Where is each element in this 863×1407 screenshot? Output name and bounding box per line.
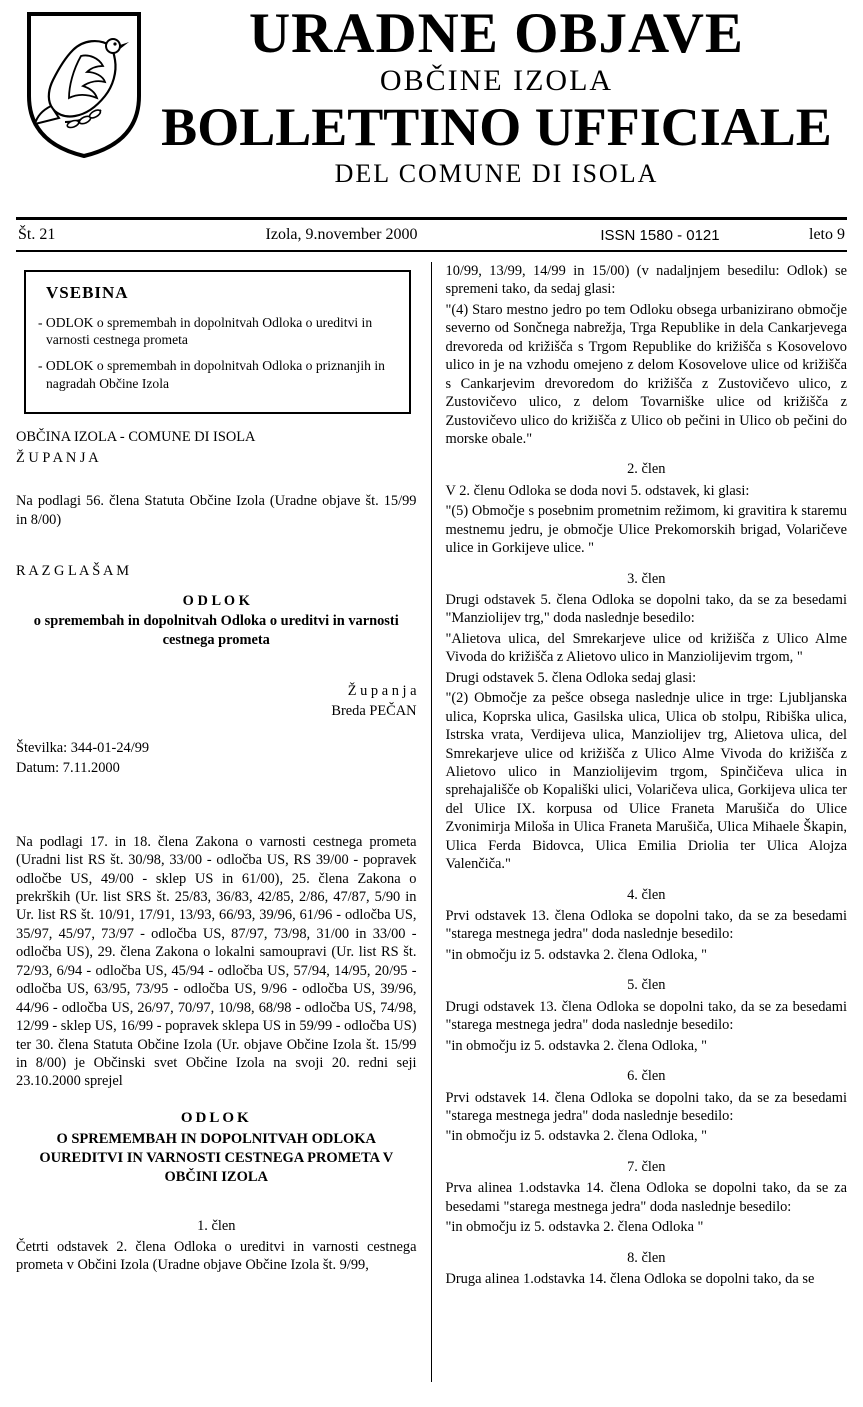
article-quote: "(5) Območje s posebnim prometnim režimom, ki gravitira k staremu mestnemu jedru, je območje Ulice Prekomorskih brigad, Volaričeve ulice in Gorkijeve ulice. " (445, 503, 847, 557)
article-text: V 2. členu Odloka se doda novi 5. odstavek, ki glasi: (445, 482, 750, 499)
article-text: Drugi odstavek 5. člena Odloka se dopolni tako, da se za besedami "Manziolijev trg," doda naslednje besedilo: (445, 592, 847, 627)
article-text: Drugi odstavek 13. člena Odloka se dopolni tako, da se za besedami "starega mestnega jedra" doda naslednje besedilo: (445, 998, 847, 1034)
article-1-continuation: 10/99, 13/99, 14/99 in 15/00) (v nadaljnjem besedilu: Odlok) se spremeni tako, da sedaj glasi: (445, 263, 847, 298)
title-main-sl: URADNE OBJAVE (249, 2, 744, 65)
issue-place-date: Izola, 9.november 2000 (265, 226, 418, 243)
masthead-titles (152, 4, 847, 190)
article-label: 5. člen (627, 977, 666, 994)
decree-word: O D L O K (182, 592, 250, 609)
issue-year: leto 9 (809, 226, 845, 243)
article-quote: "in območju iz 5. odstavka 2. člena Odloka, " (445, 1128, 708, 1145)
article-text: Prvi odstavek 14. člena Odloka se dopolni tako, da se za besedami "starega mestnega jedra" doda naslednje besedilo: (445, 1089, 847, 1124)
dove-olive-branch-crest-icon (25, 10, 143, 160)
signature-name: Breda PEČAN (331, 703, 417, 720)
contents-box (24, 270, 411, 414)
article-quote: "in območju iz 5. odstavka 2. člena Odloka " (445, 1219, 704, 1236)
contents-item[interactable]: - ODLOK o spremembah in dopolnitvah Odloka o priznanjih in nagradah Občine Izola (38, 358, 385, 391)
article-quote: "in območju iz 5. odstavka 2. člena Odloka, " (445, 946, 708, 963)
article-label: 2. člen (627, 461, 666, 478)
masthead (16, 0, 847, 215)
article-label: 4. člen (627, 886, 666, 903)
contents-title: VSEBINA (46, 283, 129, 302)
title-sub-sl: OBČINE IZOLA (379, 63, 614, 97)
signature-title: Ž u p a n j a (347, 682, 417, 699)
right-column (432, 262, 848, 1382)
preamble-text: Na podlagi 17. in 18. člena Zakona o varnosti cestnega prometa (Uradni list RS št. 30/98, 33/00 - odločba US, RS 39/00 - popravek odločbe US, 49/00 - sklep US in 61/00), 25. člena Zakona o prekrških (Ur. list SRS št. 25/83, 36/83, 42/85, 2/86, 47/87, 5/90 in Ur. list RS št. 10/91, 17/91, 13/93, 66/93, 39/96, 61/96 - odločba US, 35/97, 45/97, 73/97 - odločba US, 87/97, 73/98, 31/00 in 33/00 - odločba US), 29. člena Zakona o lokalni samoupravi (Ur. list RS št. 72/93, 6/94 - odločba US, 45/94 - odločba US, 57/94, 14/95, 20/95 - odločba US, 63/95, 73/95 - odločba US, 9/96 - odločba US, 39/96, 44/96 - odločba US, 26/97, 70/97, 10/98, 68/98 - odločba US, 74/98, 12/99 - sklep US, 16/99 - popravek sklepa US in 59/99 - odločba US) ter 30. člena Statuta Občine Izola (Ur. objave Občine Izola št. 15/99 in 8/00) je Občinski svet Občine Izola na svoji 20. redni seji 23.10.2000 sprejel (16, 833, 417, 1090)
municipality-name: OBČINA IZOLA - COMUNE DI ISOLA (16, 429, 256, 446)
article-text: Druga alinea 1.odstavka 14. člena Odloka se dopolni tako, da se (445, 1271, 815, 1287)
contents-item[interactable]: - ODLOK o spremembah in dopolnitvah Odloka o ureditvi in varnosti cestnega prometa (38, 314, 373, 348)
decree-title: o spremembah in dopolnitvah Odloka o ureditvi in varnosti cestnega prometa (33, 613, 399, 648)
document-number: Številka: 344-01-24/99 (16, 739, 150, 756)
issue-number: Št. 21 (18, 226, 56, 243)
article-label: 1. člen (197, 1217, 236, 1234)
article-label: 7. člen (627, 1158, 666, 1175)
title-sub-it: DEL COMUNE DI ISOLA (334, 159, 659, 189)
organ-name: Ž U P A N J A (16, 449, 99, 466)
issn-code: ISSN 1580 - 0121 (600, 226, 720, 244)
title-main-it: BOLLETTINO UFFICIALE (161, 97, 832, 158)
article-text: Prvi odstavek 13. člena Odloka se dopolni tako, da se za besedami "starega mestnega jedra" doda naslednje besedilo: (445, 908, 847, 943)
body-columns (16, 262, 847, 1382)
coat-of-arms (16, 4, 152, 160)
decree-heading: ODLOK (180, 1109, 252, 1126)
article-text: Četrti odstavek 2. člena Odloka o ureditvi in varnosti cestnega prometa v Občini Izola (Uradne objave Občine Izola št. 9/99, (16, 1238, 417, 1274)
article-label: 8. člen (627, 1249, 666, 1266)
article-label: 6. člen (627, 1068, 666, 1085)
article-label: 3. člen (627, 570, 666, 587)
article-1-quote: "(4) Staro mestno jedro po tem Odloku obsega urbanizirano območje severno od Sončnega nabrežja, Trga Republike in dela Cankarjevega drevoreda od križišča s Trgom Republike do križišča s Kosovelovo ulico in je na vzhodu omejeno z delom Kosovelove ulice od križišča s Cankarjevim drevoredom do križišča z Zustovičevo ulico, z Zustovičevo ulico, z delom Tovarniške ulice od križišča z Zustovičevo ulico do križišča z Ulico ob pečini in Ulico ob pečini do morske obale." (445, 301, 847, 447)
document-date: Datum: 7.11.2000 (16, 760, 120, 777)
article-quote: "Alietova ulica, del Smrekarjeve ulice od križišča z Ulico Alme Vivoda do križišča z Alietovo ulico in Manziolijevim trgom, " (445, 630, 847, 666)
issue-bar-divider (16, 250, 847, 252)
issue-bar (16, 220, 847, 250)
proclaim-word: R A Z G L A Š A M (16, 563, 130, 580)
decree-heading-body: O SPREMEMBAH IN DOPOLNITVAH ODLOKA OUREDITVI IN VARNOSTI CESTNEGA PROMETA V OBČINI IZOLA (39, 1131, 394, 1185)
article-quote: "(2) Območje za pešce obsega naslednje ulice in trge: Ljubljanska ulica, Koprska ulica, Gasilska ulica, Ulica ob stolpu, Ribiška ulica, Istrska vrata, Verdijeva ulica, Manziolijev trg, Alietova ulica, del Smrekarjeve ulice od križišča z Ulico Alme Vivoda do križišča z Alietovo ulico in Manziolijevim trgom, Spinčičeva ulica in sprehajališče ob Kopališki ulici, Volaričeva ulica, Gorkijeva ulica ter del Ulice IX. korpusa od Ulice Franeta Marušiča do Ulice Zvonimirja Miloša in Ulica Franeta Marušiča, Ulica Mihaele Škapin, Ulica Ferda Bidovca, Ulica Emilia Driolia ter Ulica Alojza Valenčiča." (445, 690, 847, 873)
left-column (16, 262, 432, 1382)
legal-basis: Na podlagi 56. člena Statuta Občine Izola (Uradne objave št. 15/99 in 8/00) (16, 493, 417, 528)
article-quote: "in območju iz 5. odstavka 2. člena Odloka, " (445, 1037, 708, 1054)
article-lead: Drugi odstavek 5. člena Odloka sedaj glasi: (445, 669, 697, 686)
article-text: Prva alinea 1.odstavka 14. člena Odloka se dopolni tako, da se za besedami "starega mestnega jedra" doda naslednje besedilo: (445, 1180, 847, 1215)
